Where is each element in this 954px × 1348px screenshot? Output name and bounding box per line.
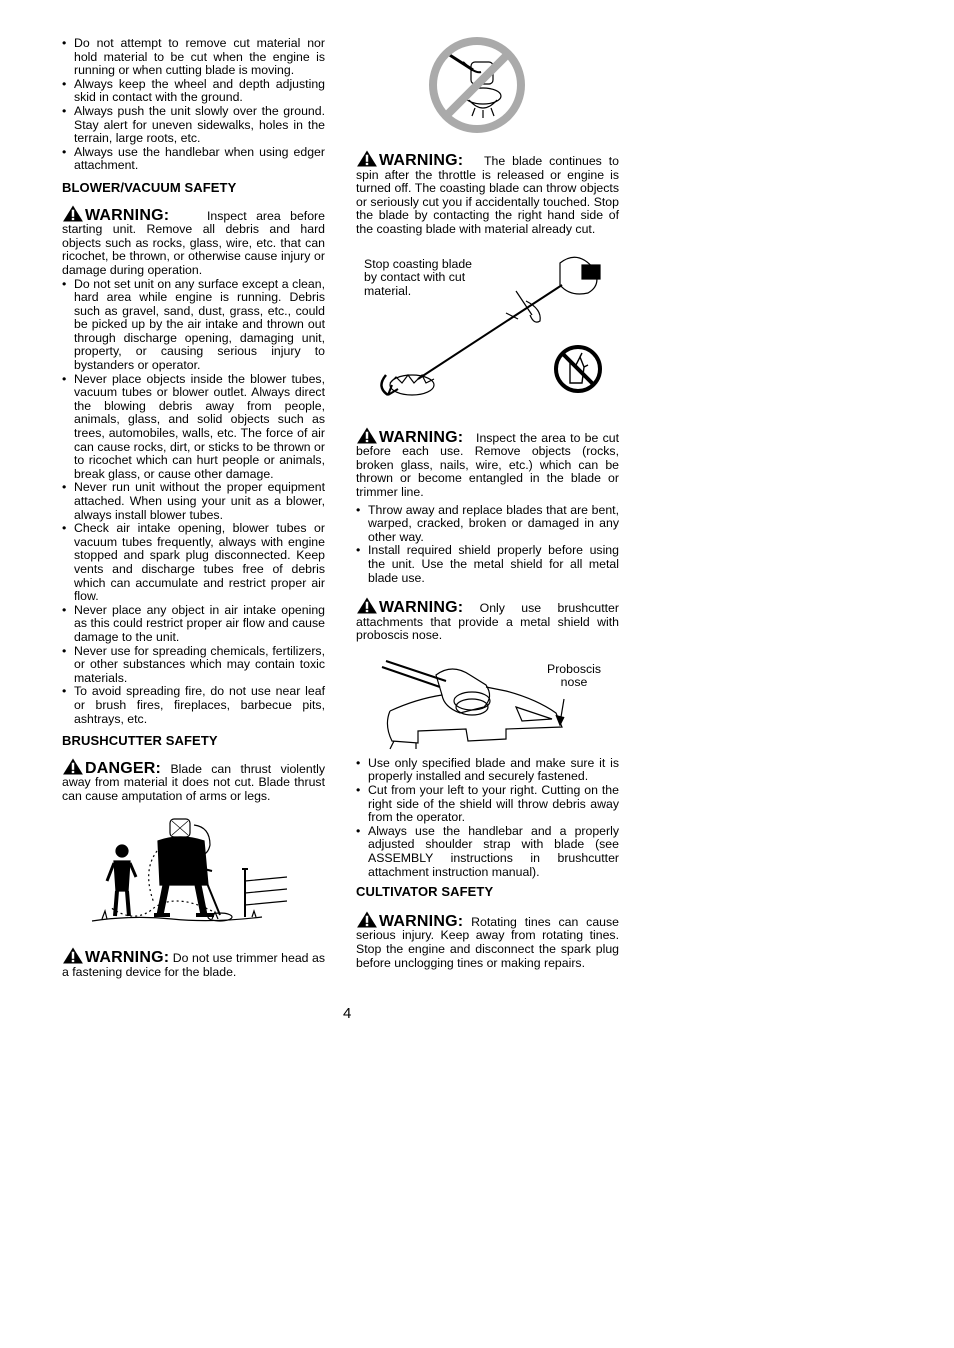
prohibition-icon [427, 34, 527, 136]
top-bullet-list [62, 37, 325, 173]
left-column [62, 37, 325, 980]
warning-text: Rotating tines can cause serious injury. Keep away from rotating tines. Stop the engine and disconnect the spark plug before unclogging tines or making repairs. [356, 914, 619, 970]
proboscis-shield-figure [356, 655, 619, 757]
list-item: • Always push the unit slowly over the ground. Stay alert for uneven sidewalks, holes in the terrain, large roots, etc. [62, 105, 325, 146]
blade-thrust-illustration [62, 811, 325, 941]
warning-label: WARNING: [379, 152, 464, 169]
danger-label: DANGER: [85, 759, 162, 777]
danger-text: Blade can thrust violently away from material it does not cut. Blade thrust can cause amputation of arms or legs. [62, 761, 325, 803]
warning-triangle-icon [62, 947, 84, 964]
list-item: • Always keep the wheel and depth adjusting skid in contact with the ground. [62, 78, 325, 105]
warning-text: Inspect area before starting unit. Remove all debris and hard objects such as rocks, glass, wire, etc. that can ricochet, be thrown, or otherwise cause injury or damage during operation. [62, 208, 325, 277]
blower-vacuum-heading: BLOWER/VACUUM SAFETY [62, 179, 237, 195]
warning-triangle-icon [356, 597, 378, 614]
inspect-area-warning [356, 427, 619, 500]
warning-label: WARNING: [85, 206, 170, 224]
cultivator-heading: CULTIVATOR SAFETY [356, 884, 494, 900]
coasting-blade-warning [356, 150, 619, 237]
list-item: • Never run unit without the proper equipment attached. When using your unit as a blower, always install blower tubes. [62, 481, 325, 522]
right-column [356, 150, 619, 970]
danger-notice [62, 758, 325, 804]
coasting-blade-figure [356, 249, 619, 417]
list-item: • Do not attempt to remove cut material nor hold material to be cut when the engine is running or when cutting blade is moving. [62, 37, 325, 78]
list-item: • Use only specified blade and make sure it is properly installed and securely fastened. [356, 757, 619, 784]
coasting-caption: Stop coasting blade by contact with cut material. [364, 256, 473, 298]
page-number: 4 [343, 1005, 352, 1022]
metal-shield-warning [356, 597, 619, 643]
inspect-bullet-list [356, 504, 619, 586]
list-item: • Never place any object in air intake opening as this could restrict proper air flow and cause damage to the unit. [62, 604, 325, 645]
list-item: • Throw away and replace blades that are bent, warped, cracked, broken or damaged in any other way. [356, 504, 619, 545]
warning-triangle-icon [356, 427, 378, 444]
warning-text: The blade continues to spin after the throttle is released or engine is turned off. The coasting blade can throw objects or seriously cut you if accidentally touched. Stop the blade by contacting the right hand side of the coasting blade with material already cut. [356, 154, 619, 236]
list-item: • Never place objects inside the blower tubes, vacuum tubes or blower outlet. Always direct the blowing debris away from people, animals, glass, and solid objects such as trees, automobiles, walls, etc. The force of air can cause rocks, dirt, or sticks to be thrown or to ricochet which can hurt people or animals, break glass, or cause other damage. [62, 373, 325, 482]
warning-triangle-icon [356, 150, 378, 167]
list-item: • Always use the handlebar and a properly adjusted shoulder strap with blade (see ASSEMBLY instructions in brushcutter attachment instruction manual). [356, 825, 619, 879]
list-item: • Check air intake opening, blower tubes or vacuum tubes frequently, always with engine stopped and spark plug disconnected. Keep vents and discharge tubes free of debris which can accumulate and restrict proper air flow. [62, 522, 325, 604]
list-item: • To avoid spreading fire, do not use near leaf or brush fires, fireplaces, barbecue pits, ashtrays, etc. [62, 685, 325, 726]
warning-triangle-icon [62, 205, 84, 222]
blower-warning [62, 205, 325, 278]
proboscis-caption: Proboscis nose [547, 661, 601, 690]
list-item: • Never use for spreading chemicals, fertilizers, or other substances which may contain toxic materials. [62, 645, 325, 686]
list-item: • Always use the handlebar when using edger attachment. [62, 146, 325, 173]
warning-text: Only use brushcutter attachments that provide a metal shield with proboscis nose. [356, 601, 619, 643]
warning-label: WARNING: [379, 428, 464, 446]
warning-label: WARNING: [379, 912, 464, 930]
blade-bullet-list [356, 757, 619, 879]
warning-text: Do not use trimmer head as a fastening device for the blade. [62, 951, 325, 980]
list-item: • Cut from your left to your right. Cutting on the right side of the shield will throw debris away from the operator. [356, 784, 619, 825]
warning-triangle-icon [356, 911, 378, 928]
brushcutter-heading: BRUSHCUTTER SAFETY [62, 733, 218, 749]
warning-label: WARNING: [85, 949, 170, 967]
warning-label: WARNING: [379, 599, 464, 617]
warning-triangle-icon [62, 758, 84, 775]
list-item: • Do not set unit on any surface except a clean, hard area while engine is running. Debris such as gravel, sand, dust, grass, etc., could be picked up by the air intake and thrown out through discharge opening, damaging unit, property, or causing serious injury to bystanders or operator. [62, 278, 325, 373]
blower-bullet-list [62, 278, 325, 727]
cultivator-warning [356, 911, 619, 970]
operator-brushcutter-figure [62, 811, 325, 941]
list-item: • Install required shield properly before using the unit. Use the metal shield for all metal blade use. [356, 544, 619, 585]
warning-text: Inspect the area to be cut before each use. Remove objects (rocks, broken glass, nails, wire, etc.) which can be thrown or become entangled in the blade or trimmer line. [356, 430, 619, 499]
trimmer-head-warning [62, 947, 325, 979]
no-hands-icon [552, 343, 604, 395]
